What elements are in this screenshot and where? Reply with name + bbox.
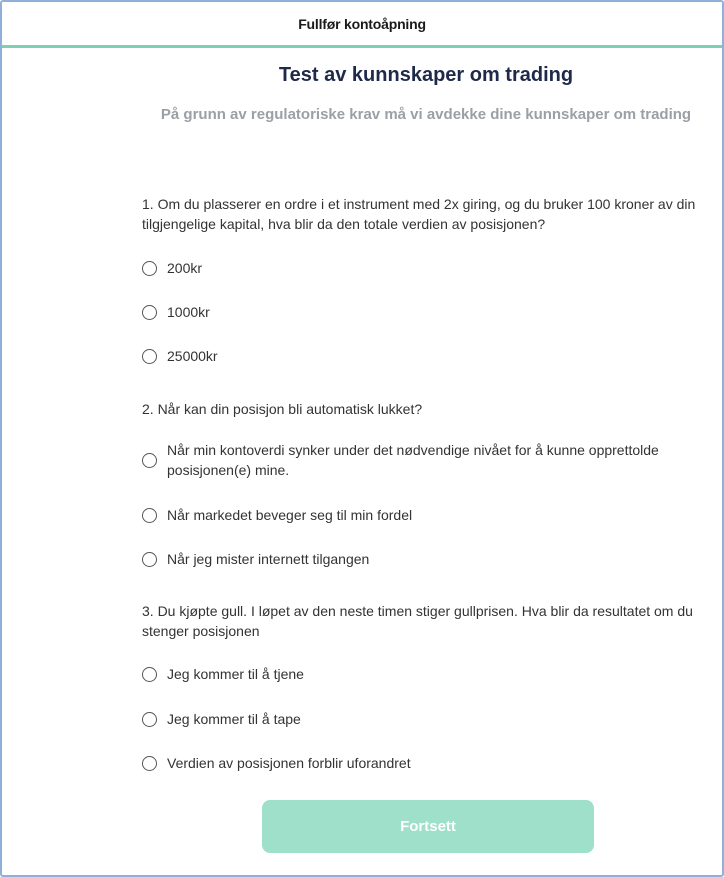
page-subtitle: På grunn av regulatoriske krav må vi avdekke dine kunnskaper om trading — [160, 106, 692, 123]
radio-button[interactable] — [142, 552, 157, 567]
option-label: Når markedet beveger seg til min fordel — [167, 507, 413, 523]
question-2-text: 2. Når kan din posisjon bli automatisk lukket? — [142, 401, 423, 417]
top-bar — [2, 2, 722, 48]
question-2-option-1[interactable] — [142, 440, 702, 480]
option-label: 200kr — [167, 260, 203, 276]
radio-button[interactable] — [142, 756, 157, 771]
option-label: Jeg kommer til å tape — [167, 711, 301, 727]
question-3-option-1[interactable] — [142, 664, 702, 684]
option-label: Jeg kommer til å tjene — [167, 666, 304, 682]
page-title: Test av kunnskaper om trading — [278, 64, 574, 86]
option-label: Verdien av posisjonen forblir uforandret — [167, 755, 411, 771]
option-label: 25000kr — [167, 348, 218, 364]
question-1-option-1[interactable] — [142, 258, 702, 278]
question-3-option-3[interactable] — [142, 753, 702, 773]
question-2-option-2[interactable] — [142, 505, 702, 525]
radio-button[interactable] — [142, 453, 157, 468]
radio-button[interactable] — [142, 349, 157, 364]
question-3-option-2[interactable] — [142, 709, 702, 729]
question-1-option-2[interactable] — [142, 302, 702, 322]
radio-button[interactable] — [142, 305, 157, 320]
question-2-option-3[interactable] — [142, 549, 702, 569]
option-label: Når jeg mister internett tilgangen — [167, 551, 370, 567]
question-1-text: 1. Om du plasserer en ordre i et instrument med 2x giring, og du bruker 100 kroner av din tilgjengelige kapital, hva blir da den totale verdien av posisjonen? — [142, 196, 696, 232]
radio-button[interactable] — [142, 261, 157, 276]
question-3-text: 3. Du kjøpte gull. I løpet av den neste timen stiger gullprisen. Hva blir da resultatet om du stenger posisjonen — [142, 603, 693, 639]
radio-button[interactable] — [142, 508, 157, 523]
top-bar-title: Fullfør kontoåpning — [298, 15, 426, 32]
continue-button[interactable]: Fortsett — [262, 800, 594, 853]
option-label: 1000kr — [167, 304, 210, 320]
question-1-option-3[interactable] — [142, 346, 702, 366]
radio-button[interactable] — [142, 667, 157, 682]
radio-button[interactable] — [142, 712, 157, 727]
option-label: Når min kontoverdi synker under det nødvendige nivået for å kunne opprettolde posisjonen(e) mine. — [167, 442, 659, 478]
